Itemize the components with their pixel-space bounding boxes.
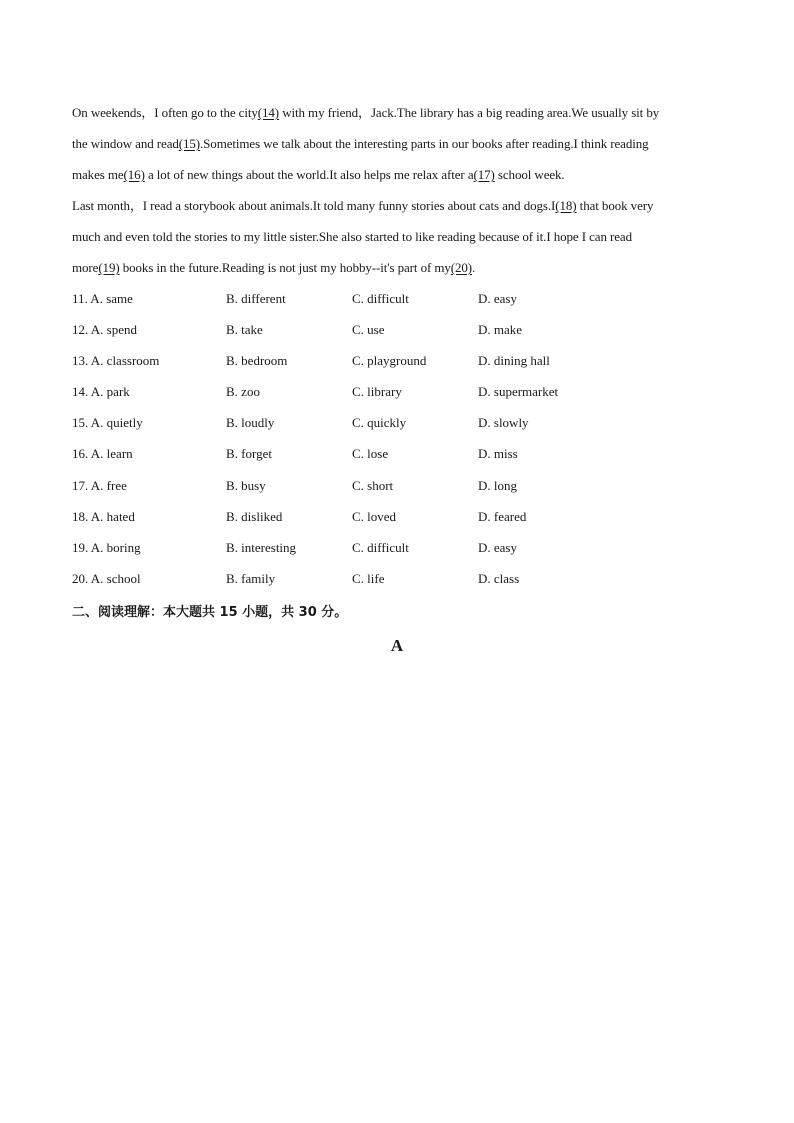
option-c: C. use bbox=[352, 322, 385, 338]
passage-line bbox=[72, 131, 722, 162]
question-row bbox=[72, 566, 722, 597]
question-row bbox=[72, 473, 722, 504]
question-row bbox=[72, 317, 722, 348]
option-b: B. bedroom bbox=[226, 353, 288, 369]
option-b: B. zoo bbox=[226, 384, 260, 400]
option-a: 17. A. free bbox=[72, 477, 127, 493]
option-a: 20. A. school bbox=[72, 570, 141, 586]
option-b: B. disliked bbox=[226, 508, 283, 524]
passage-line bbox=[72, 193, 722, 224]
passage-text: more bbox=[72, 260, 99, 275]
option-a: 15. A. quietly bbox=[72, 415, 143, 431]
option-b: B. different bbox=[226, 291, 286, 306]
option-b: B. take bbox=[226, 322, 263, 338]
passage-text: school week. bbox=[494, 167, 565, 182]
option-c: C. library bbox=[352, 384, 402, 400]
question-row bbox=[72, 348, 722, 379]
blank-marker: (16) bbox=[123, 167, 145, 182]
part-label: A bbox=[390, 636, 404, 655]
passage-line bbox=[72, 162, 722, 193]
option-c: C. quickly bbox=[352, 415, 407, 431]
passage-text: with my friend，Jack.The library has a big reading area.We usually sit by bbox=[279, 105, 660, 120]
option-a: 19. A. boring bbox=[72, 539, 141, 555]
passage-text: Last month，I read a storybook about animals.It told many funny stories about cats and dogs.I bbox=[72, 198, 556, 213]
option-c: C. difficult bbox=[352, 291, 409, 306]
blank-marker: (15) bbox=[178, 136, 201, 151]
option-a: 13. A. classroom bbox=[72, 353, 160, 369]
option-a: 18. A. hated bbox=[72, 508, 135, 524]
option-b: B. forget bbox=[226, 446, 272, 462]
option-c: C. difficult bbox=[352, 539, 409, 555]
passage-text: much and even told the stories to my little sister.She also started to like reading because of it.I hope I can read bbox=[72, 229, 632, 244]
option-a: 14. A. park bbox=[72, 384, 130, 400]
question-row bbox=[72, 410, 722, 441]
option-a: 16. A. learn bbox=[72, 446, 133, 462]
blank-marker: (18) bbox=[555, 198, 577, 213]
option-d: D. class bbox=[478, 570, 520, 586]
option-b: B. interesting bbox=[226, 539, 297, 555]
option-c: C. life bbox=[352, 570, 385, 586]
option-d: D. easy bbox=[478, 539, 517, 555]
option-d: D. long bbox=[478, 477, 517, 493]
question-row bbox=[72, 504, 722, 535]
passage-text: makes me bbox=[72, 167, 124, 182]
option-d: D. easy bbox=[478, 291, 517, 306]
option-d: D. dining hall bbox=[478, 353, 550, 369]
passage-text: books in the future.Reading is not just my hobby--it's part of my bbox=[119, 260, 451, 275]
option-c: C. loved bbox=[352, 508, 397, 524]
answer-options bbox=[72, 286, 722, 597]
option-d: D. supermarket bbox=[478, 384, 559, 400]
option-c: C. playground bbox=[352, 353, 427, 369]
option-a: 11. A. same bbox=[72, 291, 133, 306]
question-row bbox=[72, 379, 722, 410]
blank-marker: (17) bbox=[473, 167, 495, 182]
passage-line bbox=[72, 255, 722, 286]
option-d: D. miss bbox=[478, 446, 518, 462]
passage-line bbox=[72, 224, 722, 255]
option-a: 12. A. spend bbox=[72, 322, 137, 338]
passage-text: that book very bbox=[576, 198, 654, 213]
cloze-passage bbox=[72, 100, 722, 286]
passage-text: .Sometimes we talk about the interesting parts in our books after reading.I think reading bbox=[200, 136, 649, 151]
option-c: C. lose bbox=[352, 446, 389, 462]
option-d: D. slowly bbox=[478, 415, 529, 431]
option-d: D. make bbox=[478, 322, 523, 338]
question-row bbox=[72, 441, 722, 472]
option-b: B. busy bbox=[226, 477, 266, 493]
option-b: B. loudly bbox=[226, 415, 275, 431]
question-row bbox=[72, 286, 722, 317]
passage-text: . bbox=[472, 260, 476, 275]
question-row bbox=[72, 535, 722, 566]
blank-marker: (19) bbox=[98, 260, 120, 275]
blank-marker: (14) bbox=[257, 105, 280, 120]
passage-text: On weekends，I often go to the city bbox=[72, 105, 258, 120]
option-d: D. feared bbox=[478, 508, 527, 524]
option-b: B. family bbox=[226, 570, 276, 586]
section-heading: 二、阅读理解：本大题共 15 小题，共 30 分。 bbox=[72, 605, 348, 620]
passage-text: the window and read bbox=[72, 136, 179, 151]
blank-marker: (20) bbox=[450, 260, 473, 275]
option-c: C. short bbox=[352, 477, 394, 493]
passage-text: a lot of new things about the world.It also helps me relax after a bbox=[144, 167, 474, 182]
passage-line bbox=[72, 100, 722, 131]
